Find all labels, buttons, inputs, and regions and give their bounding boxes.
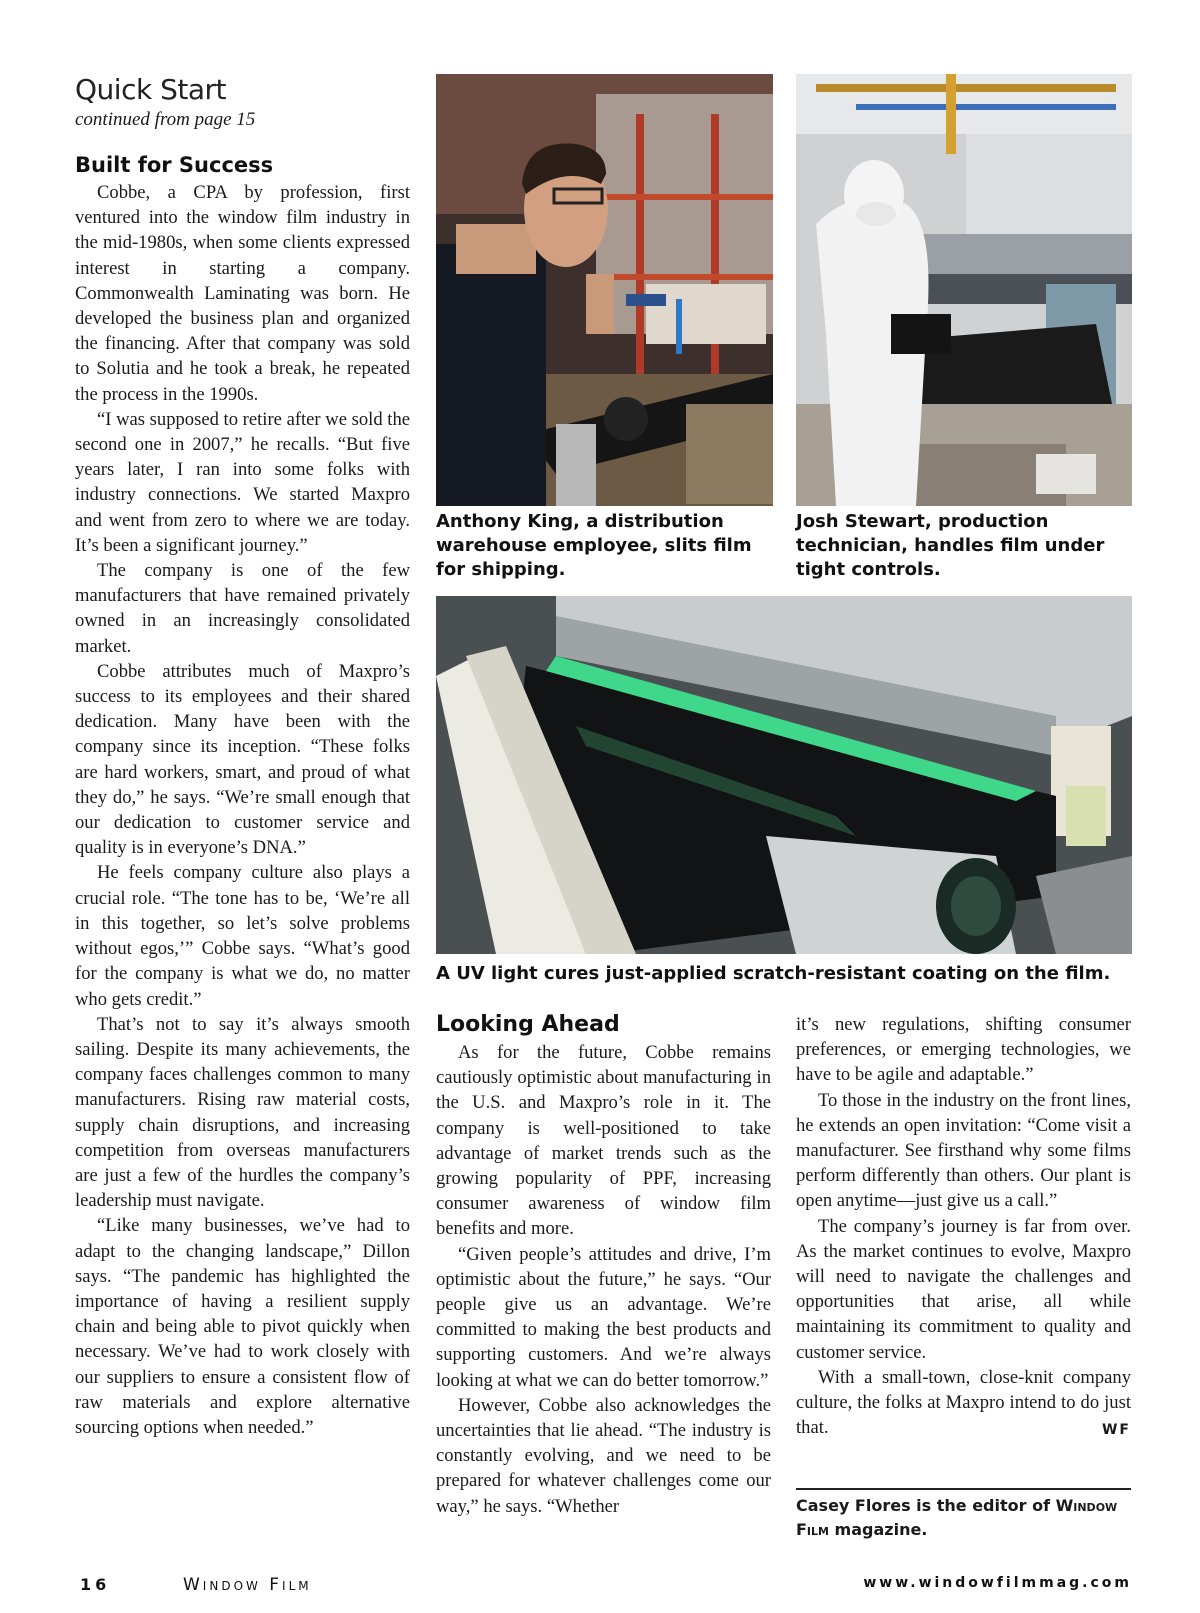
page-number: 16	[80, 1575, 111, 1594]
photo-production-technician	[796, 74, 1132, 506]
paragraph	[796, 1365, 1131, 1441]
bio-magazine: Window Film	[796, 1496, 1118, 1539]
paragraph: “Given people’s attitudes and drive, I’m optimistic about the future,” he says. “Our people give us an advantage. We’re committed to making the best products and supporting customers. And we’re always looking at what we can do better tomorrow.”	[436, 1243, 771, 1391]
bio-suffix: magazine.	[828, 1520, 928, 1539]
paragraph: Cobbe, a CPA by profession, first ventured into the window film industry in the mid-1980s, when some clients expressed interest in starting a company. Commonwealth Laminating was born. He developed the business plan and organized the financing. After that company was sold to Solutia and he took a break, he repeated the process in the 1990s.	[75, 182, 410, 405]
paragraph: The company’s journey is far from over. As the market continues to evolve, Maxpro will need to navigate the challenges and opportunities that arise, all while maintaining its commitment to quality and customer service.	[796, 1215, 1131, 1363]
right-column	[796, 1012, 1131, 1443]
footer-url: www.windowfilmmag.com	[863, 1575, 1132, 1591]
paragraph: Cobbe attributes much of Maxpro’s success to its employees and their shared dedication. Many have been with the company since its inception. “These folks are hard workers, smart, and proud of what they do,” he says. “We’re small enough that our dedication to customer service and quality is in everyone’s DNA.”	[75, 660, 410, 859]
bio-prefix: Casey Flores is the editor of	[796, 1496, 1056, 1515]
middle-column	[436, 1012, 771, 1519]
photo-uv-coating	[436, 596, 1132, 954]
paragraph: it’s new regulations, shifting consumer preferences, or emerging technologies, we have to be agile and adaptable.”	[796, 1014, 1131, 1086]
caption-uv-photo: A UV light cures just-applied scratch-resistant coating on the film.	[436, 963, 1111, 984]
paragraph: The company is one of the few manufacturers that have remained privately owned in an increasingly consolidated market.	[75, 560, 410, 657]
left-column	[75, 74, 410, 1440]
paragraph: That’s not to say it’s always smooth sailing. Despite its many achievements, the company faces challenges common to many manufacturers. Rising raw material costs, supply chain disruptions, and increasing competition from overseas manufacturers are just a few of the hurdles the company’s leadership must navigate.	[75, 1013, 410, 1212]
caption-technician-photo: Josh Stewart, production technician, handles film under tight controls.	[796, 511, 1105, 580]
heading-looking-ahead: Looking Ahead	[436, 1012, 620, 1037]
continued-line: continued from page 15	[75, 109, 256, 130]
paragraph: “I was supposed to retire after we sold the second one in 2007,” he recalls. “But five years later, I ran into some folks with industry connections. We started Maxpro and went from zero to where we are today. It’s been a significant journey.”	[75, 408, 410, 556]
section-kicker: Quick Start	[75, 73, 226, 106]
heading-built-for-success: Built for Success	[75, 153, 274, 177]
photo-warehouse-employee	[436, 74, 773, 506]
paragraph: “Like many businesses, we’ve had to adapt to the changing landscape,” Dillon says. “The pandemic has highlighted the importance of having a resilient supply chain and being able to pivot quickly when necessary. We’ve had to work closely with our suppliers to ensure a consistent flow of raw materials and explore alternative sourcing options when needed.”	[75, 1215, 410, 1438]
footer-magazine-name: Window Film	[183, 1575, 312, 1595]
paragraph: To those in the industry on the front lines, he extends an open invitation: “Come visit a manufacturer. See firsthand why some films perform differently than others. Our plant is open anytime—just give us a call.”	[796, 1089, 1131, 1212]
author-bio	[796, 1494, 1131, 1542]
caption-warehouse-photo: Anthony King, a distribution warehouse employee, slits film for shipping.	[436, 511, 752, 580]
paragraph: He feels company culture also plays a crucial role. “The tone has to be, ‘We’re all in this together, so let’s solve problems without egos,’” Cobbe says. “What’s good for the company is what we do, no matter who gets credit.”	[75, 862, 410, 1010]
closing-paragraph: With a small-town, close-knit company culture, the folks at Maxpro intend to do just that.	[796, 1366, 1131, 1439]
end-mark: WF	[1101, 1422, 1131, 1439]
paragraph: However, Cobbe also acknowledges the uncertainties that lie ahead. “The industry is constantly evolving, and we need to be prepared for whatever challenges come our way,” he says. “Whether	[436, 1394, 771, 1517]
paragraph: As for the future, Cobbe remains cautiously optimistic about manufacturing in the U.S. and Maxpro’s role in it. The company is well-positioned to take advantage of market trends such as the growing popularity of PPF, increasing consumer awareness of window film benefits and more.	[436, 1042, 771, 1240]
bio-divider	[796, 1488, 1131, 1490]
